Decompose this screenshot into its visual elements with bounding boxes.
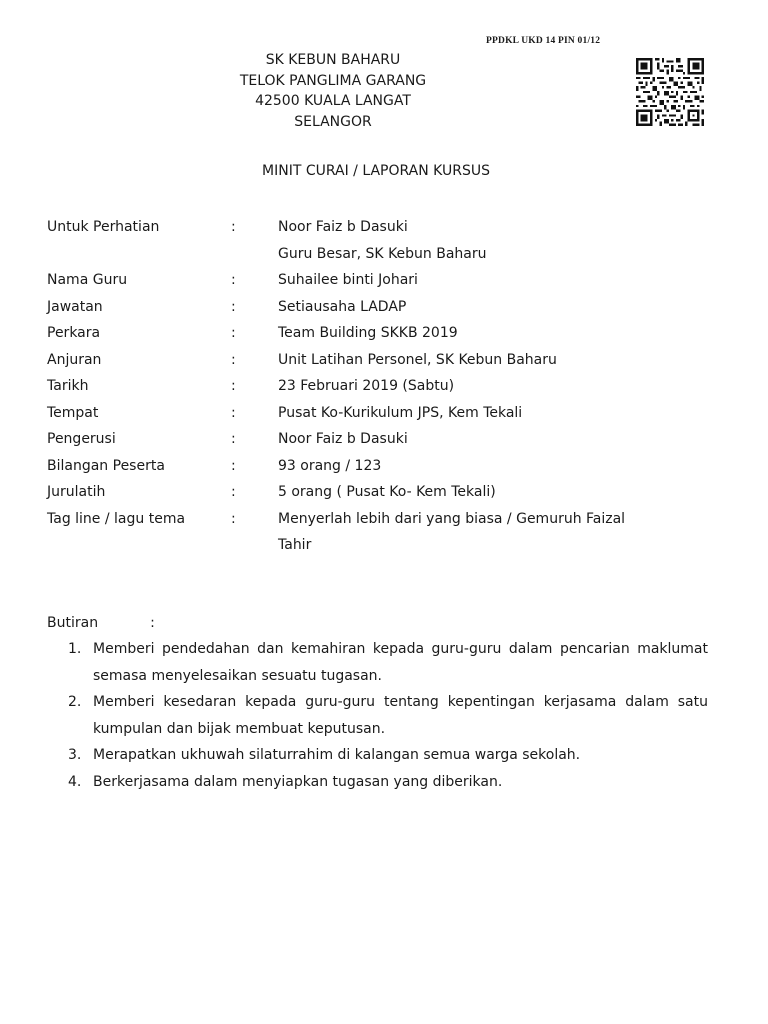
- info-row: [47, 347, 727, 374]
- info-label: Tarikh: [47, 378, 89, 394]
- info-value: 5 orang ( Pusat Ko- Kem Tekali): [278, 484, 496, 500]
- info-row: [47, 320, 727, 347]
- info-value: Unit Latihan Personel, SK Kebun Baharu: [278, 351, 557, 368]
- list-item-text: Memberi pendedahan dan kemahiran kepada guru-guru dalam pencarian maklumat semasa menyelesaikan sesuatu tugasan.: [93, 641, 708, 684]
- info-value: Noor Faiz b Dasuki: [278, 431, 408, 447]
- info-value: Guru Besar, SK Kebun Baharu: [278, 245, 487, 262]
- info-colon: :: [231, 510, 236, 527]
- list-item-number: 4.: [68, 773, 82, 790]
- info-value: Team Building SKKB 2019: [278, 325, 458, 341]
- info-label: Tag line / lagu tema: [47, 510, 186, 527]
- info-label: Jurulatih: [47, 484, 106, 500]
- info-label: Nama Guru: [47, 272, 128, 288]
- info-value: 93 orang / 123: [278, 457, 382, 474]
- details-label: Butiran: [47, 615, 99, 631]
- details-heading: [47, 612, 155, 634]
- info-row: [47, 294, 727, 321]
- info-colon: :: [231, 272, 236, 288]
- info-table: [47, 214, 727, 559]
- info-label: Pengerusi: [47, 431, 116, 447]
- school-address-line: TELOK PANGLIMA GARANG: [239, 72, 427, 89]
- info-row: [47, 214, 727, 241]
- list-item-number: 1.: [68, 641, 82, 657]
- list-item-text: Memberi kesedaran kepada guru-guru tentang kepentingan kerjasama dalam satu kumpulan dan bijak membuat keputusan.: [93, 694, 708, 737]
- info-colon: :: [231, 325, 236, 341]
- info-label: Jawatan: [47, 298, 103, 315]
- info-value: Suhailee binti Johari: [278, 272, 418, 288]
- info-row: [47, 373, 727, 400]
- info-value: Menyerlah lebih dari yang biasa / Gemuruh Faizal: [278, 510, 626, 527]
- info-row: [47, 241, 727, 268]
- details-list: [47, 636, 708, 795]
- info-value: 23 Februari 2019 (Sabtu): [278, 378, 455, 394]
- info-row: [47, 506, 727, 533]
- info-label: Perkara: [47, 325, 101, 341]
- info-value: Pusat Ko-Kurikulum JPS, Kem Tekali: [278, 404, 523, 421]
- school-postcode-line: 42500 KUALA LANGAT: [255, 93, 411, 109]
- document-title: MINIT CURAI / LAPORAN KURSUS: [262, 163, 490, 179]
- school-name: SK KEBUN BAHARU: [265, 52, 401, 68]
- info-colon: :: [231, 484, 236, 500]
- info-label: Tempat: [47, 404, 99, 421]
- qr-code-icon: [634, 58, 706, 126]
- info-value: Noor Faiz b Dasuki: [278, 219, 408, 235]
- list-item: [47, 689, 708, 742]
- info-row: [47, 267, 727, 294]
- info-row: [47, 479, 727, 506]
- list-item-number: 2.: [68, 694, 82, 710]
- list-item: [47, 636, 708, 689]
- info-colon: :: [231, 351, 236, 368]
- list-item-text: Merapatkan ukhuwah silaturrahim di kalangan semua warga sekolah.: [93, 747, 581, 763]
- info-row: [47, 453, 727, 480]
- school-address: [180, 50, 486, 132]
- list-item-number: 3.: [68, 747, 82, 763]
- info-colon: :: [231, 431, 236, 447]
- list-item-text: Berkerjasama dalam menyiapkan tugasan yang diberikan.: [93, 773, 503, 790]
- info-row: [47, 532, 727, 559]
- info-row: [47, 400, 727, 427]
- info-colon: :: [231, 378, 236, 394]
- school-state-line: SELANGOR: [294, 113, 372, 130]
- info-colon: :: [231, 219, 236, 235]
- info-row: [47, 426, 727, 453]
- info-colon: :: [231, 457, 236, 474]
- list-item: [47, 769, 708, 796]
- list-item: [47, 742, 708, 769]
- info-label: Bilangan Peserta: [47, 457, 165, 474]
- info-value: Setiausaha LADAP: [278, 298, 407, 315]
- info-colon: :: [231, 404, 236, 421]
- details-colon: :: [150, 615, 155, 631]
- reference-code: PPDKL UKD 14 PIN 01/12: [486, 36, 601, 46]
- info-label: Untuk Perhatian: [47, 219, 160, 235]
- info-colon: :: [231, 298, 236, 315]
- info-value: Tahir: [278, 537, 312, 553]
- info-label: Anjuran: [47, 351, 102, 368]
